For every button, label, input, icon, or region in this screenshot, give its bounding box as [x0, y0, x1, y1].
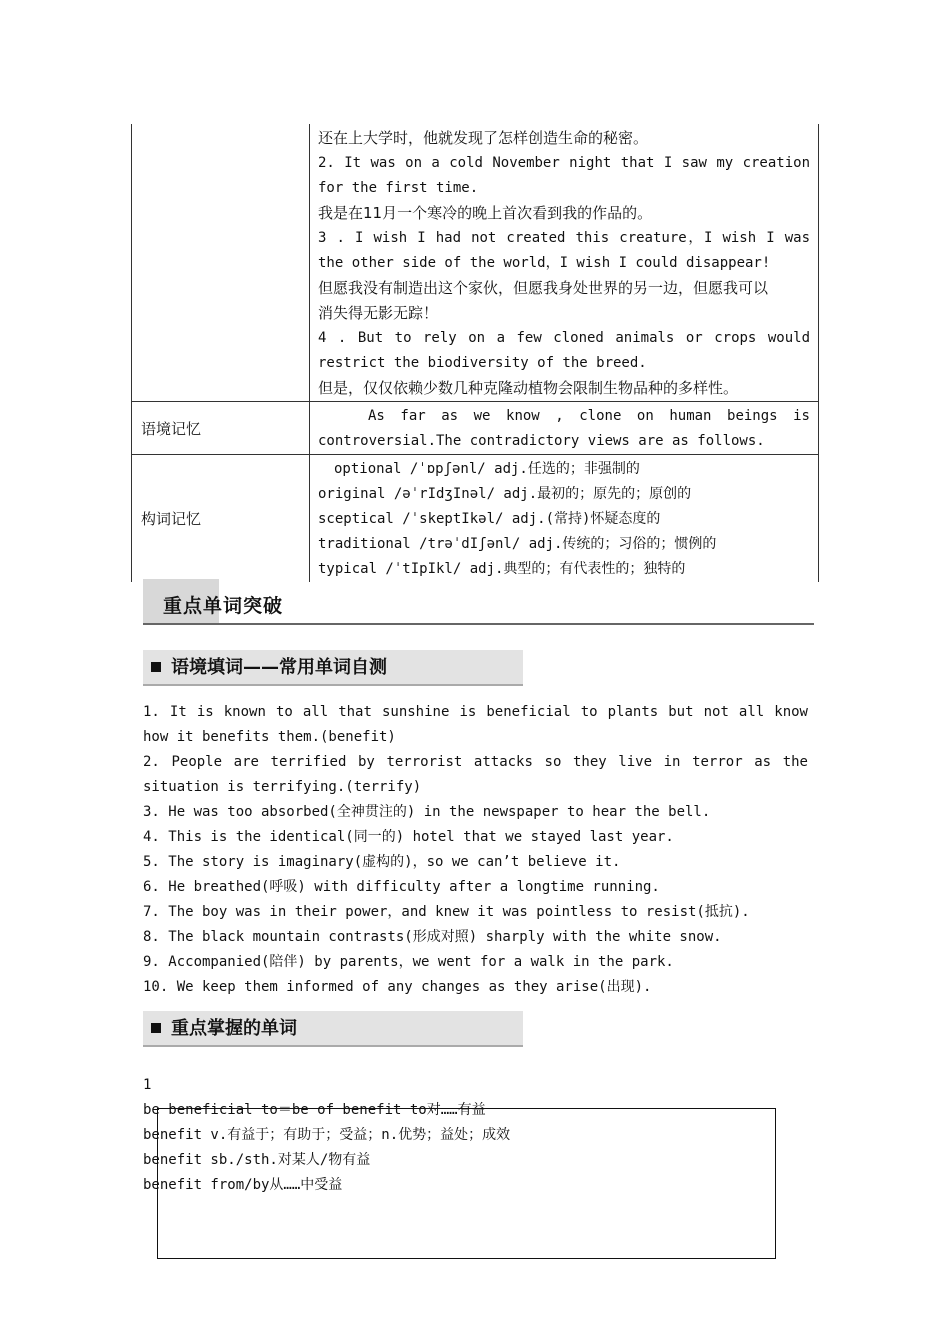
text-line: 我是在11月一个寒冷的晚上首次看到我的作品的。 [318, 204, 653, 222]
text-line: for the first time. [318, 180, 479, 196]
word-line: be beneficial to＝be of benefit to对……有益 [143, 1102, 486, 1118]
subheading-title: 重点掌握的单词 [171, 1018, 297, 1039]
word-number: 1 [143, 1077, 152, 1093]
row-content [310, 124, 819, 402]
text-line: 4 . But to rely on a few cloned animals or crops would [318, 330, 810, 346]
text-line: restrict the biodiversity of the breed. [318, 355, 647, 371]
exercise-line: 5. The story is imaginary(虚构的)，so we can’t believe it. [143, 854, 621, 870]
word-line: benefit sb./sth.对某人/物有益 [143, 1152, 371, 1168]
exercise-line: 9. Accompanied(陪伴) by parents，we went for a walk in the park. [143, 954, 674, 970]
exercise-line: how it benefits them.(benefit) [143, 729, 396, 745]
text-line: 消失得无影无踪！ [318, 304, 439, 322]
square-bullet-icon [151, 1023, 161, 1033]
text-line: optional /ˈɒpʃənl/ adj.任选的；非强制的 [334, 461, 640, 477]
exercise-line: 3. He was too absorbed(全神贯注的) in the newspaper to hear the bell. [143, 804, 711, 820]
text-line: sceptical /ˈskeptIkəl/ adj.(常持)怀疑态度的 [318, 511, 661, 527]
text-line: 还在上大学时，他就发现了怎样创造生命的秘密。 [318, 129, 649, 147]
subheading-fill-words [143, 650, 523, 686]
row-label: 语境记忆 [132, 402, 310, 455]
exercise-line: situation is terrifying.(terrify) [143, 779, 422, 795]
exercise-line: 6. He breathed(呼吸) with difficulty after a longtime running. [143, 879, 660, 895]
text-line: As far as we know , clone on human beings is [368, 408, 810, 424]
text-line: controversial.The contradictory views are as follows. [318, 433, 765, 449]
exercise-line: 4. This is the identical(同一的) hotel that we stayed last year. [143, 829, 674, 845]
section-heading [143, 579, 814, 625]
text-line: the other side of the world，I wish I could disappear! [318, 255, 771, 271]
row-label: 构词记忆 [132, 455, 310, 583]
exercise-line: 8. The black mountain contrasts(形成对照) sharply with the white snow. [143, 929, 722, 945]
row-label [132, 124, 310, 402]
exercise-list [143, 700, 808, 1000]
table-row [132, 455, 819, 583]
text-line: original /əˈrIdʒInəl/ adj.最初的；原先的；原创的 [318, 486, 692, 502]
exercise-line: 10. We keep them informed of any changes as they arise(出现). [143, 979, 652, 995]
table-row [132, 124, 819, 402]
row-content [310, 402, 819, 455]
exercise-line: 7. The boy was in their power，and knew it was pointless to resist(抵抗). [143, 904, 750, 920]
section-title: 重点单词突破 [163, 595, 284, 617]
outline-box [157, 1108, 776, 1259]
text-line: typical /ˈtIpIkl/ adj.典型的；有代表性的；独特的 [318, 561, 686, 577]
text-line: traditional /trəˈdIʃənl/ adj.传统的；习俗的；惯例的 [318, 536, 717, 552]
text-line: 但愿我没有制造出这个家伙，但愿我身处世界的另一边，但愿我可以 [318, 279, 769, 297]
word-line: benefit from/by从……中受益 [143, 1177, 343, 1193]
subheading-title: 语境填词——常用单词自测 [171, 657, 387, 678]
text-line: 3 . I wish I had not created this creature，I wish I was [318, 230, 810, 246]
square-bullet-icon [151, 662, 161, 672]
vocab-table [131, 124, 819, 582]
row-content [310, 455, 819, 583]
exercise-line: 1. It is known to all that sunshine is beneficial to plants but not all know [143, 704, 808, 720]
subheading-key-words [143, 1011, 523, 1047]
table-row [132, 402, 819, 455]
text-line: 但是，仅仅依赖少数几种克隆动植物会限制生物品种的多样性。 [318, 379, 739, 397]
text-line: 2. It was on a cold November night that I saw my creation [318, 155, 810, 171]
exercise-line: 2. People are terrified by terrorist attacks so they live in terror as the [143, 754, 808, 770]
word-line: benefit v.有益于；有助于；受益；n.优势；益处；成效 [143, 1127, 511, 1143]
